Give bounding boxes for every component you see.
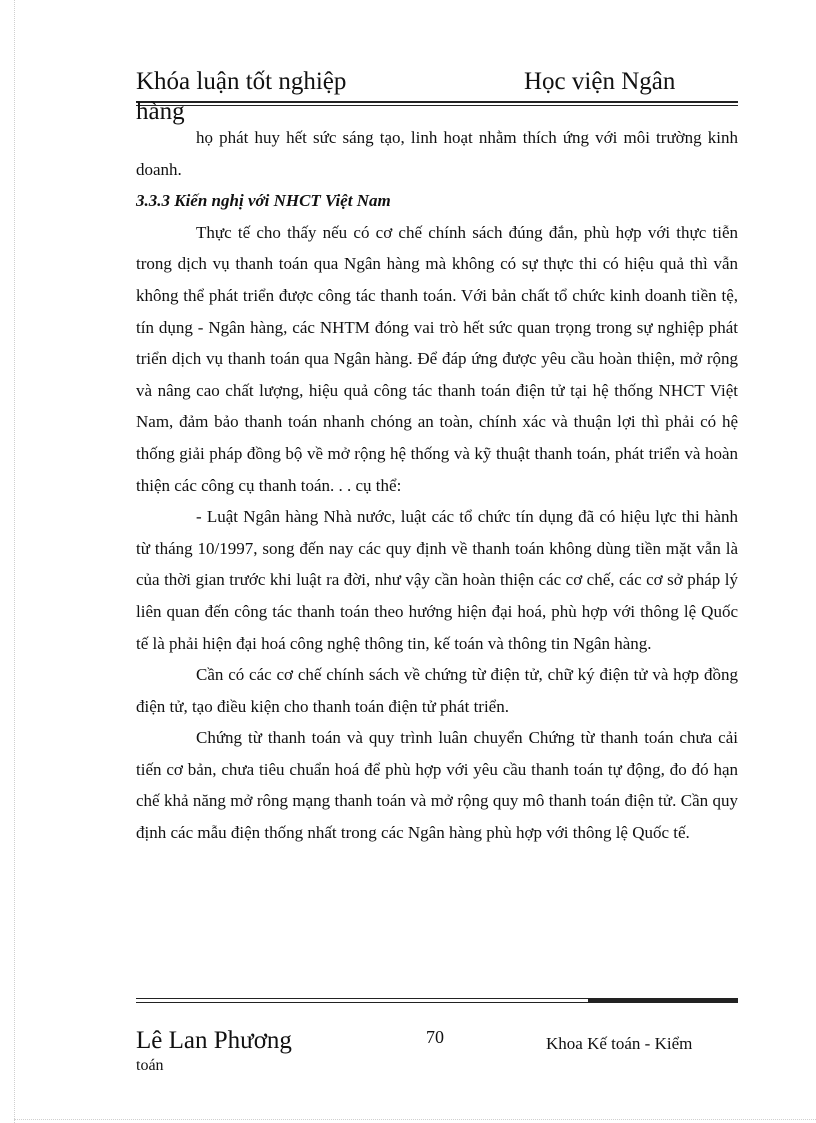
- footer-department: Khoa Kế toán - Kiểm: [546, 1034, 693, 1053]
- header-title-right: Học viện Ngân: [524, 68, 676, 95]
- header-rule-thin: [136, 105, 738, 106]
- paragraph-e-documents: Cần có các cơ chế chính sách về chứng từ điện tử, chữ ký điện tử và hợp đồng điện tử, tạo điều kiện cho thanh toán điện tử phát triển.: [136, 665, 738, 716]
- footer-author-wrap: toán: [136, 1057, 164, 1074]
- page-border-left: [14, 0, 15, 1123]
- paragraph-law: - Luật Ngân hàng Nhà nước, luật các tổ chức tín dụng đã có hiệu lực thi hành từ tháng 10/1997, song đến nay các quy định về thanh toán không dùng tiền mặt vẫn là của thời gian trước khi luật ra đời, như vậy cần hoàn thiện các cơ chế, các cơ sở pháp lý liên quan đến công tác thanh toán theo hướng hiện đại hoá, phù hợp với thông lệ Quốc tế là phải hiện đại hoá công nghệ thông tin, kế toán và thông tin Ngân hàng.: [136, 507, 738, 653]
- footer-author: Lê Lan Phương: [136, 1027, 292, 1054]
- footer-rule-bottom: [136, 1002, 738, 1003]
- page-number: 70: [426, 1027, 444, 1047]
- paragraph-continuation: họ phát huy hết sức sáng tạo, linh hoạt nhằm thích ứng với môi trường kinh doanh.: [136, 128, 738, 179]
- paragraph-intro: Thực tế cho thấy nếu có cơ chế chính sách đúng đắn, phù hợp với thực tiễn trong dịch vụ thanh toán qua Ngân hàng mà không có sự thực thi có hiệu quả thì vẫn không thể phát triển được công tác thanh toán. Với bản chất tổ chức kinh doanh tiền tệ, tín dụng - Ngân hàng, các NHTM đóng vai trò hết sức quan trọng trong sự nghiệp phát triển dịch vụ thanh toán qua Ngân hàng. Để đáp ứng được yêu cầu hoàn thiện, mở rộng và nâng cao chất lượng, hiệu quả công tác thanh toán điện tử tại hệ thống NHCT Việt Nam, đảm bảo thanh toán nhanh chóng an toàn, chính xác và thuận lợi thì phải có hệ thống giải pháp đồng bộ về mở rộng hệ thống và kỹ thuật thanh toán, phát triển và hoàn thiện các công cụ thanh toán. . . cụ thể:: [136, 222, 738, 495]
- header-rule-thick: [136, 101, 738, 103]
- section-heading: 3.3.3 Kiến nghị với NHCT Việt Nam: [136, 191, 391, 211]
- page-border-bottom: [14, 1119, 816, 1120]
- paragraph-payment-vouchers: Chứng từ thanh toán và quy trình luân chuyển Chứng từ thanh toán chưa cải tiến cơ bản, chưa tiêu chuẩn hoá để phù hợp với yêu cầu thanh toán tự động, đo đó hạn chế khả năng mở rông mạng thanh toán và mở rộng quy mô thanh toán điện tử. Cần quy định các mẫu điện thống nhất trong các Ngân hàng phù hợp với thông lệ Quốc tế.: [136, 728, 738, 843]
- header-title-wrap: hàng: [136, 98, 185, 125]
- document-body: [136, 122, 738, 849]
- header-title-left: Khóa luận tốt nghiệp: [136, 68, 347, 95]
